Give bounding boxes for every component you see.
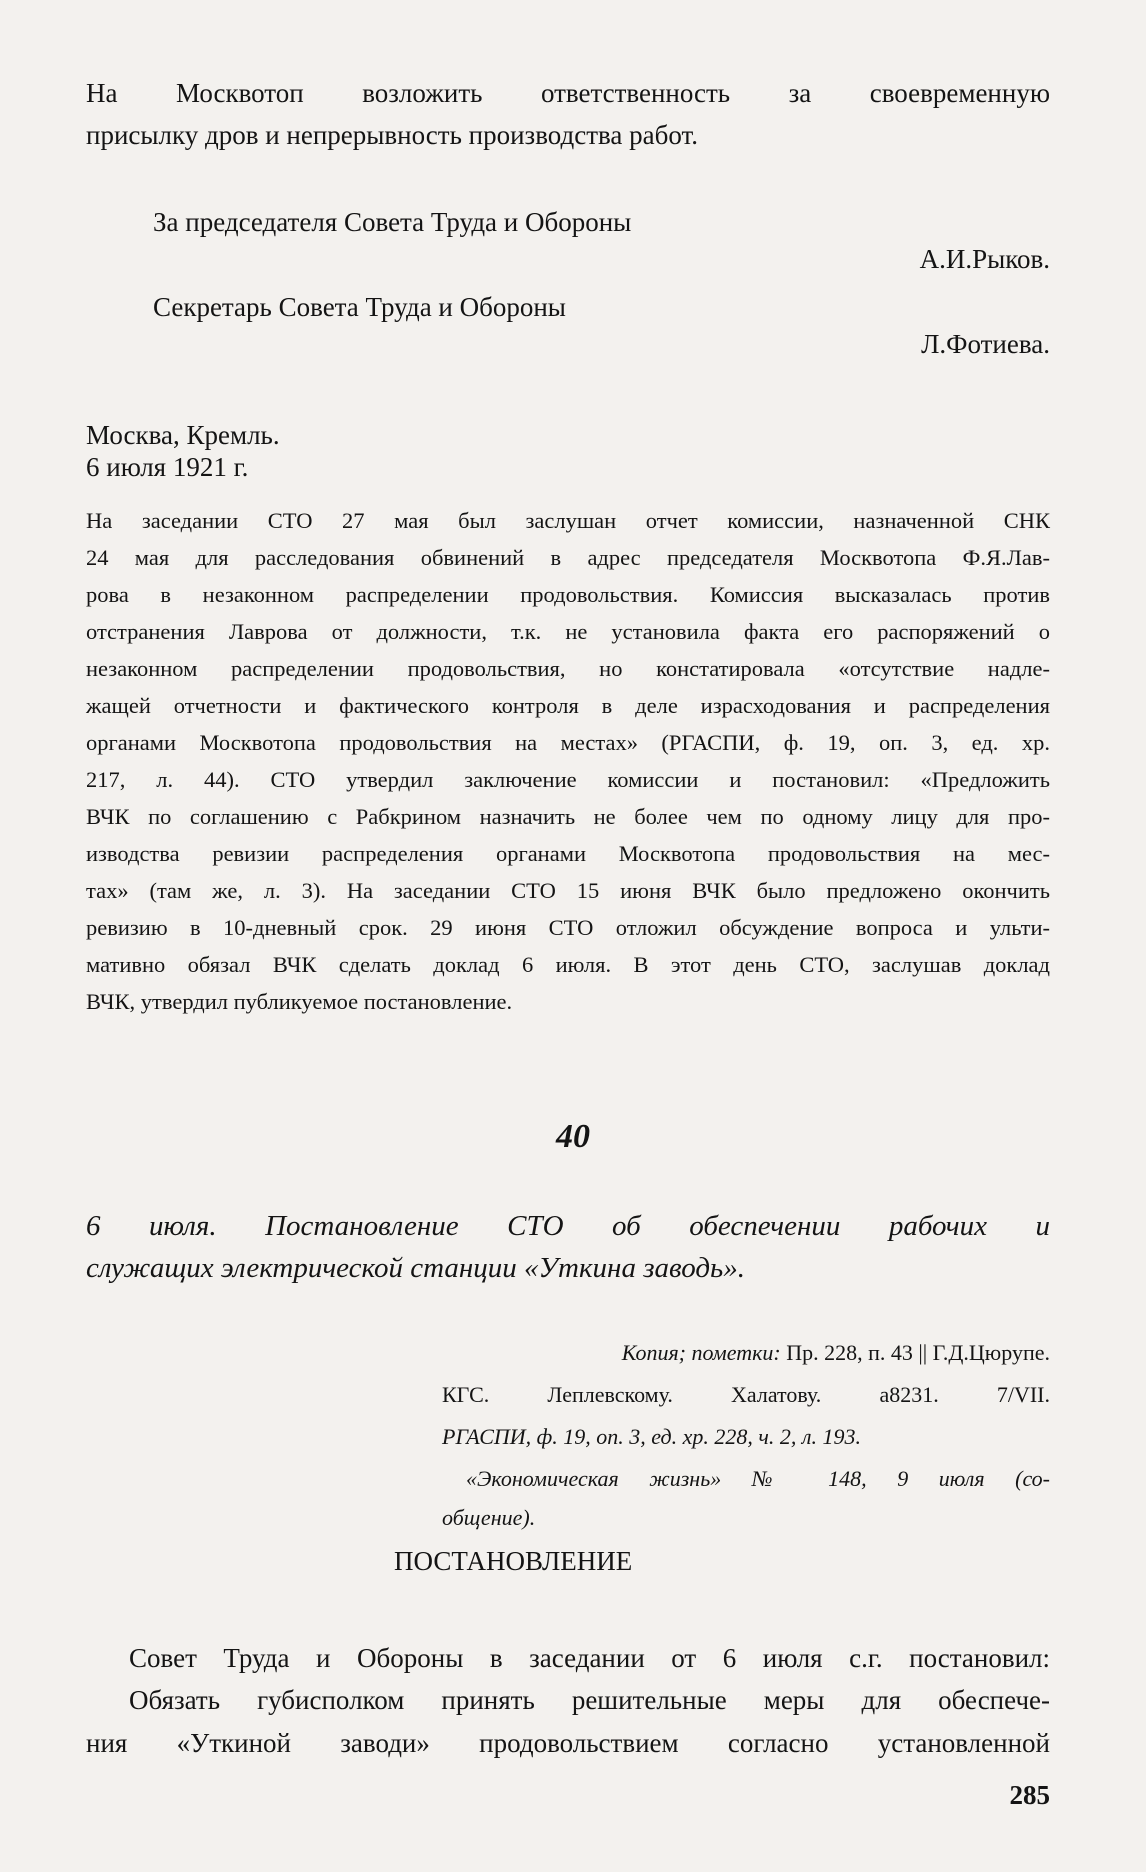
note-line: изводства ревизии распределения органами Москвотопа продовольствия на мес- <box>86 841 1050 866</box>
archive-reference: РГАСПИ, ф. 19, оп. 3, ед. хр. 228, ч. 2, л. 193. <box>442 1424 861 1449</box>
body-line: Совет Труда и Обороны в заседании от 6 июля с.г. постановил: <box>129 1643 1050 1673</box>
distribution-line <box>442 1382 1050 1408</box>
document-title-line: служащих электрической станции «Уткина заводь». <box>86 1252 745 1284</box>
date: 6 июля 1921 г. <box>86 452 249 482</box>
recipient: КГС. <box>442 1382 490 1407</box>
note-line: ВЧК по соглашению с Рабкрином назначить не более чем по одному лицу для про- <box>86 804 1050 829</box>
place: Москва, Кремль. <box>86 420 280 450</box>
note-line: мативно обязал ВЧК сделать доклад 6 июля. В этот день СТО, заслушав доклад <box>86 952 1050 977</box>
body-line: ния «Уткиной заводи» продовольствием согласно установленной <box>86 1728 1050 1758</box>
reference-date: 7/VII. <box>996 1382 1050 1407</box>
note-line <box>86 508 1050 534</box>
secretary-title: Секретарь Совета Труда и Обороны <box>153 292 566 322</box>
publication-line: общение). <box>442 1505 536 1530</box>
copy-marks-text: Пр. 228, п. 43 || Г.Д.Цюрупе. <box>786 1340 1050 1365</box>
note-line: рова в незаконном распределении продовольствия. Комиссия высказалась против <box>86 582 1050 607</box>
text-line: присылку дров и непрерывность производства работ. <box>86 120 699 150</box>
copy-marks <box>442 1340 1050 1366</box>
note-line: ВЧК, утвердил публикуемое постановление. <box>86 989 513 1014</box>
note-line: 24 мая для расследования обвинений в адрес председателя Москвотопа Ф.Я.Лав- <box>86 545 1050 570</box>
publication-line: «Экономическая жизнь» № 148, 9 июля (со- <box>466 1466 1050 1491</box>
chair-name: А.И.Рыков. <box>919 244 1050 274</box>
note-line: отстранения Лаврова от должности, т.к. не установила факта его распоряжений о <box>86 619 1050 644</box>
document-number: 40 <box>556 1118 590 1155</box>
note-line: жащей отчетности и фактического контроля в деле израсходования и распределения <box>86 693 1050 718</box>
body-line: Обязать губисполком принять решительные меры для обеспече- <box>129 1685 1050 1715</box>
section-heading: ПОСТАНОВЛЕНИЕ <box>394 1546 633 1576</box>
recipient: Леплевскому. <box>547 1382 673 1407</box>
note-line: ревизию в 10-дневный срок. 29 июня СТО отложил обсуждение вопроса и ульти- <box>86 915 1050 940</box>
reference-code: а8231. <box>879 1382 939 1407</box>
secretary-name: Л.Фотиева. <box>921 329 1050 359</box>
note-text: На заседании СТО 27 мая был заслушан отчет комиссии, назначенной СНК <box>86 508 1050 533</box>
note-line: органами Москвотопа продовольствия на местах» (РГАСПИ, ф. 19, оп. 3, ед. хр. <box>86 730 1050 755</box>
note-line: незаконном распределении продовольствия, но констатировала «отсутствие надле- <box>86 656 1050 681</box>
note-line: 217, л. 44). СТО утвердил заключение комиссии и постановил: «Предложить <box>86 767 1050 792</box>
note-line: тах» (там же, л. 3). На заседании СТО 15 июня ВЧК было предложено окончить <box>86 878 1050 903</box>
document-title-line: 6 июля. Постановление СТО об обеспечении рабочих и <box>86 1210 1050 1242</box>
text-line: На Москвотоп возложить ответственность за своевременную <box>86 78 1050 108</box>
copy-label: Копия; пометки: <box>621 1340 781 1365</box>
page-number: 285 <box>1009 1780 1050 1810</box>
chair-title: За председателя Совета Труда и Обороны <box>153 207 632 237</box>
recipient: Халатову. <box>731 1382 822 1407</box>
